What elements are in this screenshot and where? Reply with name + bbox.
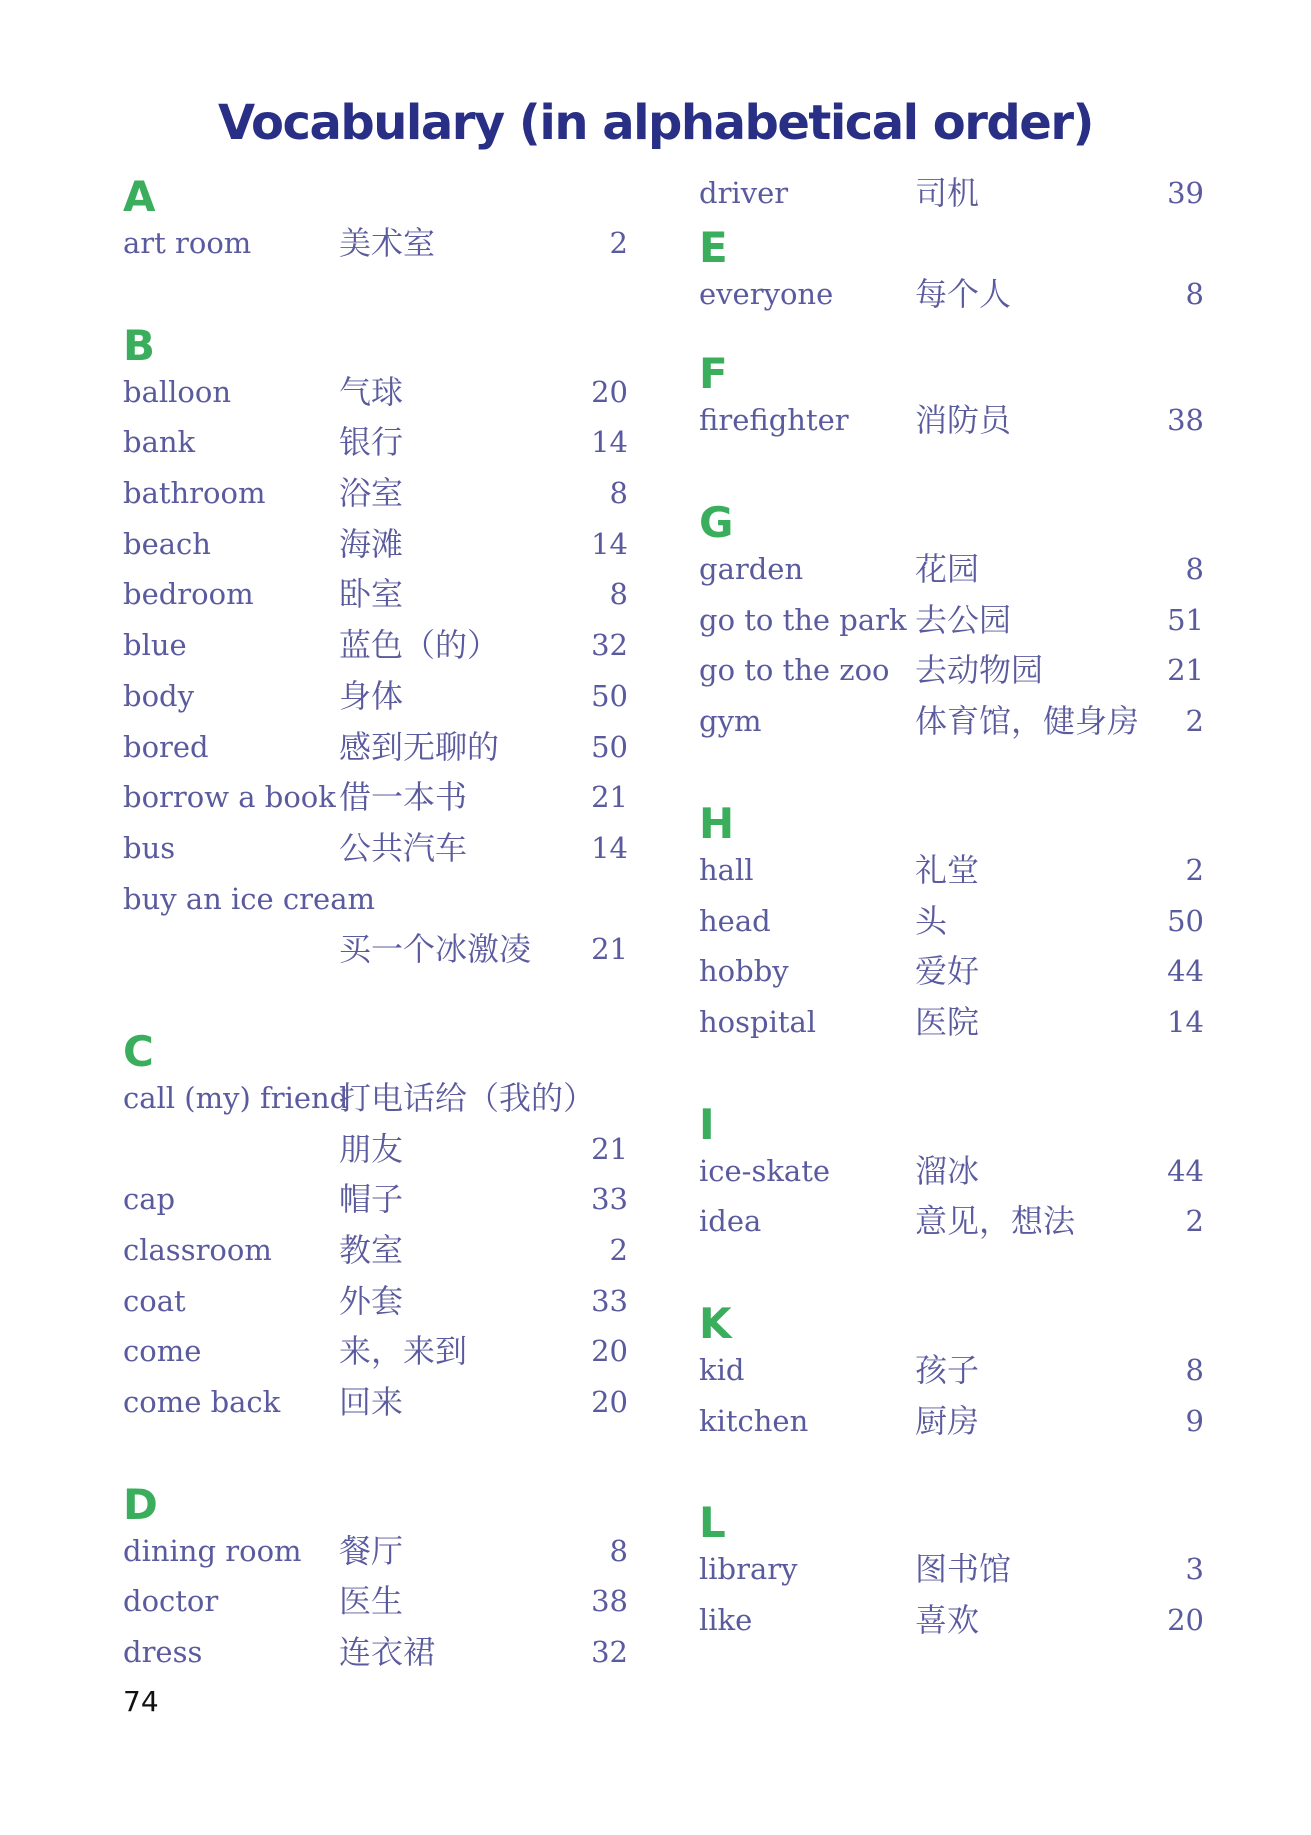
- vocab-entry: [699, 1196, 1204, 1247]
- entry-english: hospital: [699, 1004, 817, 1039]
- vocab-entry-continued: [123, 1124, 628, 1175]
- entry-page: 20: [591, 1385, 628, 1420]
- entry-english: idea: [699, 1204, 762, 1239]
- entry-page: 21: [591, 932, 628, 967]
- entry-chinese: 买一个冰激凌: [339, 930, 532, 969]
- vocab-entry: [699, 1595, 1204, 1646]
- entry-page: 38: [1167, 403, 1204, 438]
- entry-english: garden: [699, 552, 804, 587]
- entry-page: 44: [1167, 954, 1204, 989]
- vocab-entry: [123, 772, 628, 823]
- entry-english: go to the park: [699, 602, 907, 637]
- vocab-entry: [699, 1544, 1204, 1595]
- entry-english: hall: [699, 852, 754, 887]
- entry-page: 14: [591, 830, 628, 865]
- entry-english: gym: [699, 704, 762, 739]
- entry-chinese: 教室: [339, 1231, 404, 1269]
- entry-chinese: 身体: [339, 676, 404, 715]
- vocab-entry: [123, 722, 628, 773]
- entry-page: 8: [1185, 552, 1204, 587]
- entry-chinese: 医生: [339, 1582, 404, 1621]
- entry-english: bank: [123, 425, 196, 460]
- entry-chinese: 溜冰: [915, 1151, 980, 1190]
- entry-english: doctor: [123, 1584, 219, 1619]
- entry-chinese: 公共汽车: [339, 828, 468, 867]
- entry-chinese: 图书馆: [915, 1550, 1012, 1589]
- entry-chinese: 头: [915, 901, 948, 940]
- entry-english: blue: [123, 628, 187, 663]
- entry-english: kitchen: [699, 1403, 809, 1438]
- entry-chinese: 朋友: [339, 1129, 404, 1168]
- entry-english: bedroom: [123, 577, 254, 612]
- entry-chinese: 去动物园: [915, 651, 1044, 690]
- entry-english: kid: [699, 1352, 745, 1387]
- vocab-entry: [123, 1073, 628, 1124]
- vocab-entry: [123, 468, 628, 519]
- vocab-entry: [699, 544, 1204, 595]
- vocab-entry: [123, 1576, 628, 1627]
- entry-page: 14: [1167, 1004, 1204, 1039]
- entry-chinese: 体育馆，健身房: [915, 702, 1140, 741]
- entry-page: 50: [591, 729, 628, 764]
- entry-english: art room: [123, 226, 252, 260]
- entry-page: 20: [591, 1334, 628, 1369]
- section-letter-i: I: [699, 1099, 715, 1149]
- entry-english: bathroom: [123, 476, 266, 511]
- entry-chinese: 银行: [339, 423, 404, 462]
- entry-page: 3: [1185, 1552, 1204, 1587]
- entry-chinese: 每个人: [915, 274, 1012, 313]
- vocab-entry: [699, 395, 1204, 446]
- entry-page: 8: [609, 476, 628, 511]
- vocab-entry: [699, 1396, 1204, 1447]
- entry-chinese: 感到无聊的: [339, 727, 500, 766]
- vocab-entry: [123, 367, 628, 418]
- entry-english: dress: [123, 1635, 203, 1670]
- entry-english: call (my) friend: [123, 1080, 349, 1115]
- entry-english: go to the zoo: [699, 653, 890, 688]
- entry-chinese: 孩子: [915, 1350, 980, 1389]
- section-letter-b: B: [123, 320, 156, 370]
- entry-page: 44: [1167, 1153, 1204, 1188]
- entry-chinese: 意见，想法: [915, 1202, 1076, 1241]
- entry-page: 8: [609, 577, 628, 612]
- entry-chinese: 去公园: [915, 600, 1012, 639]
- section-letter-k: K: [699, 1298, 732, 1348]
- entry-page: 21: [591, 780, 628, 815]
- entry-page: 2: [609, 1233, 628, 1267]
- entry-english: come: [123, 1334, 202, 1369]
- section-letter-d: D: [123, 1479, 158, 1529]
- entry-english: ice-skate: [699, 1153, 831, 1188]
- entry-page: 33: [591, 1182, 628, 1217]
- entry-page: 21: [1167, 653, 1204, 688]
- vocab-entry: [123, 823, 628, 874]
- vocab-entry: [123, 1174, 628, 1225]
- entry-english: bus: [123, 830, 176, 865]
- entry-chinese: 喜欢: [915, 1601, 980, 1639]
- entry-chinese: 美术室: [339, 224, 436, 262]
- entry-english: classroom: [123, 1233, 272, 1267]
- vocab-entry: [123, 1276, 628, 1327]
- entry-english: driver: [699, 176, 789, 210]
- vocab-entry: [699, 1146, 1204, 1197]
- entry-page: 38: [591, 1584, 628, 1619]
- entry-chinese: 借一本书: [339, 778, 468, 817]
- vocab-entry: [699, 595, 1204, 646]
- entry-english: everyone: [699, 276, 834, 311]
- entry-page: 20: [1167, 1603, 1204, 1637]
- page-title: Vocabulary (in alphabetical order): [218, 95, 1093, 151]
- entry-english: borrow a book: [123, 780, 336, 815]
- entry-chinese: 爱好: [915, 952, 980, 991]
- entry-english: buy an ice cream: [123, 881, 375, 916]
- entry-english: bored: [123, 729, 209, 764]
- entry-english: come back: [123, 1385, 281, 1420]
- entry-page: 9: [1185, 1403, 1204, 1438]
- entry-page: 14: [591, 526, 628, 561]
- section-letter-g: G: [699, 498, 734, 548]
- vocab-entry: [699, 269, 1204, 320]
- vocab-entry: [123, 569, 628, 620]
- entry-page: 39: [1167, 176, 1204, 210]
- entry-page: 20: [591, 374, 628, 409]
- entry-chinese: 浴室: [339, 474, 404, 513]
- entry-chinese: 来，来到: [339, 1332, 468, 1371]
- vocab-entry: [123, 1326, 628, 1377]
- entry-chinese: 餐厅: [339, 1531, 404, 1570]
- vocab-column-left: [123, 168, 628, 1678]
- entry-page: 2: [609, 226, 628, 260]
- vocab-entry: [123, 1627, 628, 1678]
- entry-page: 33: [591, 1283, 628, 1318]
- entry-chinese: 外套: [339, 1281, 404, 1320]
- entry-page: 8: [1185, 1352, 1204, 1387]
- vocab-entry: [123, 218, 628, 269]
- entry-chinese: 卧室: [339, 575, 404, 614]
- entry-page: 2: [1185, 852, 1204, 887]
- vocab-entry: [123, 620, 628, 671]
- entry-chinese: 帽子: [339, 1180, 404, 1219]
- vocab-entry: [123, 417, 628, 468]
- entry-english: beach: [123, 526, 211, 561]
- entry-page: 50: [1167, 903, 1204, 938]
- entry-english: like: [699, 1603, 753, 1637]
- entry-english: library: [699, 1552, 798, 1587]
- vocab-entry-continued: [123, 924, 628, 975]
- entry-page: 8: [609, 1533, 628, 1568]
- vocab-entry: [699, 845, 1204, 896]
- section-letter-e: E: [699, 222, 728, 272]
- entry-chinese: 花园: [915, 550, 980, 589]
- section-letter-c: C: [123, 1026, 154, 1076]
- section-letter-h: H: [699, 798, 735, 848]
- vocab-column-right: [699, 168, 1204, 1646]
- page-number: 74: [123, 1685, 159, 1718]
- entry-chinese: 打电话给（我的）: [339, 1078, 596, 1117]
- vocab-entry: [699, 997, 1204, 1048]
- entry-english: cap: [123, 1182, 176, 1217]
- entry-english: head: [699, 903, 771, 938]
- vocab-entry: [699, 896, 1204, 947]
- entry-chinese: 回来: [339, 1383, 404, 1422]
- entry-chinese: 连衣裙: [339, 1633, 436, 1672]
- section-letter-l: L: [699, 1498, 726, 1548]
- vocab-entry: [699, 696, 1204, 747]
- entry-chinese: 消防员: [915, 401, 1012, 440]
- vocab-entry: [123, 519, 628, 570]
- entry-page: 2: [1185, 704, 1204, 739]
- entry-page: 51: [1167, 602, 1204, 637]
- entry-page: 32: [591, 628, 628, 663]
- entry-english: balloon: [123, 374, 231, 409]
- entry-chinese: 司机: [915, 174, 980, 212]
- vocab-entry: [699, 1345, 1204, 1396]
- entry-english: hobby: [699, 954, 789, 989]
- vocab-entry: [699, 946, 1204, 997]
- vocab-entry: [123, 1225, 628, 1276]
- entry-chinese: 礼堂: [915, 850, 980, 889]
- entry-chinese: 气球: [339, 372, 404, 411]
- entry-page: 14: [591, 425, 628, 460]
- entry-english: dining room: [123, 1533, 302, 1568]
- entry-page: 50: [591, 678, 628, 713]
- vocab-entry: [123, 671, 628, 722]
- entry-page: 21: [591, 1131, 628, 1166]
- vocab-entry: [123, 1377, 628, 1428]
- entry-page: 2: [1185, 1204, 1204, 1239]
- entry-chinese: 厨房: [915, 1401, 980, 1440]
- entry-chinese: 医院: [915, 1002, 980, 1041]
- entry-english: firefighter: [699, 403, 849, 438]
- vocab-entry: [699, 645, 1204, 696]
- entry-page: 32: [591, 1635, 628, 1670]
- vocab-entry: [699, 168, 1204, 219]
- section-letter-a: A: [123, 172, 156, 221]
- entry-english: coat: [123, 1283, 186, 1318]
- vocab-entry: [123, 874, 628, 925]
- entry-page: 8: [1185, 276, 1204, 311]
- entry-english: body: [123, 678, 194, 713]
- entry-chinese: 海滩: [339, 524, 404, 563]
- entry-chinese: 蓝色（的）: [339, 626, 500, 665]
- section-letter-f: F: [699, 349, 728, 399]
- vocab-entry: [123, 1526, 628, 1577]
